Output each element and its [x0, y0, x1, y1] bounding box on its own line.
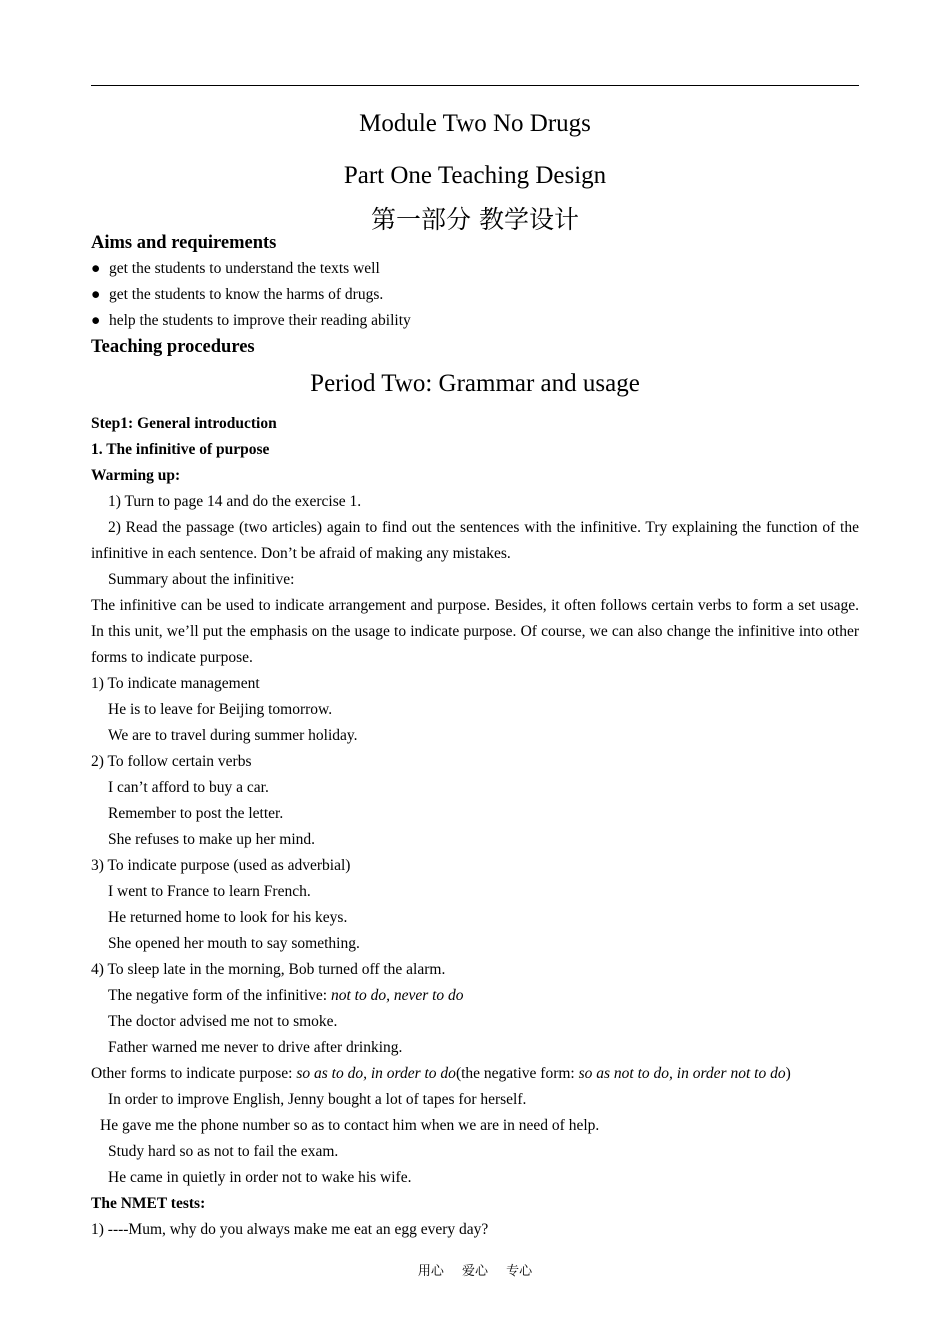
page-footer — [0, 1260, 950, 1279]
usage-heading: 3) To indicate purpose (used as adverbial) — [91, 857, 351, 874]
bullet-icon: ● — [91, 312, 101, 329]
nmet-heading: The NMET tests: — [91, 1195, 206, 1212]
usage-heading: 2) To follow certain verbs — [91, 753, 252, 770]
example-sentence: The doctor advised me not to smoke. — [108, 1013, 338, 1030]
header-rule — [91, 85, 859, 86]
example-sentence: I can’t afford to buy a car. — [108, 779, 269, 796]
footer-item: 用心 — [417, 1264, 444, 1279]
example-sentence: He gave me the phone number so as to contact him when we are in need of help. — [100, 1117, 600, 1134]
period-heading: Period Two: Grammar and usage — [310, 370, 640, 397]
module-title: Module Two No Drugs — [359, 110, 591, 137]
aim-item: ● get the students to understand the texts well — [91, 256, 859, 282]
grammar-section — [91, 411, 859, 1243]
example-sentence: We are to travel during summer holiday. — [108, 727, 358, 744]
aims-heading: Aims and requirements — [91, 233, 277, 253]
summary-label: Summary about the infinitive: — [108, 571, 295, 588]
warming-up-heading: Warming up: — [91, 467, 181, 484]
procedures-heading: Teaching procedures — [91, 337, 255, 357]
test-question: 1) ----Mum, why do you always make me eat an egg every day? — [91, 1221, 489, 1238]
infinitive-heading: 1. The infinitive of purpose — [91, 441, 270, 458]
example-sentence: She opened her mouth to say something. — [108, 935, 360, 952]
part-title-chinese: 第一部分 教学设计 — [371, 205, 579, 234]
aim-item: ● get the students to know the harms of drugs. — [91, 282, 859, 308]
footer-item: 专心 — [506, 1264, 533, 1279]
warming-up-item: 1) Turn to page 14 and do the exercise 1. — [108, 493, 362, 510]
example-sentence: He came in quietly in order not to wake his wife. — [108, 1169, 412, 1186]
warming-up-item: 2) Read the passage (two articles) again to find out the sentences with the infinitive. Try explaining the function of the infinitive in each sentence. Don’t be afraid of making any mistakes. — [91, 519, 859, 562]
footer-item: 爱心 — [461, 1264, 488, 1279]
usage-heading: 1) To indicate management — [91, 675, 260, 692]
step-heading: Step1: General introduction — [91, 415, 277, 432]
example-sentence: Study hard so as not to fail the exam. — [108, 1143, 339, 1160]
summary-text: The infinitive can be used to indicate arrangement and purpose. Besides, it often follows certain verbs to form a set usage. In this unit, we’ll put the emphasis on the usage to indicate purpose. Of course, we can also change the infinitive into other forms to indicate purpose. — [91, 597, 859, 666]
bullet-icon: ● — [91, 286, 101, 303]
example-sentence: Remember to post the letter. — [108, 805, 284, 822]
example-sentence: He returned home to look for his keys. — [108, 909, 348, 926]
aims-section — [91, 230, 859, 360]
negative-forms: not to do, never to do — [330, 987, 464, 1004]
other-negative-forms: so as not to do, in order not to do — [578, 1065, 786, 1082]
aim-item: ● help the students to improve their reading ability — [91, 308, 859, 334]
other-forms-line: Other forms to indicate purpose: so as to do, in order to do(the negative form: so as not to do, in order not to do) — [91, 1065, 791, 1082]
other-forms: so as to do, in order to do — [296, 1065, 456, 1082]
bullet-icon: ● — [91, 260, 101, 277]
example-sentence: I went to France to learn French. — [108, 883, 311, 900]
example-sentence: He is to leave for Beijing tomorrow. — [108, 701, 333, 718]
example-sentence: Father warned me never to drive after drinking. — [108, 1039, 403, 1056]
usage-heading: 4) To sleep late in the morning, Bob turned off the alarm. — [91, 961, 446, 978]
part-title: Part One Teaching Design — [343, 162, 607, 189]
example-sentence: She refuses to make up her mind. — [108, 831, 316, 848]
example-sentence: In order to improve English, Jenny bought a lot of tapes for herself. — [108, 1091, 527, 1108]
negative-form-line: The negative form of the infinitive: not to do, never to do — [108, 987, 464, 1004]
